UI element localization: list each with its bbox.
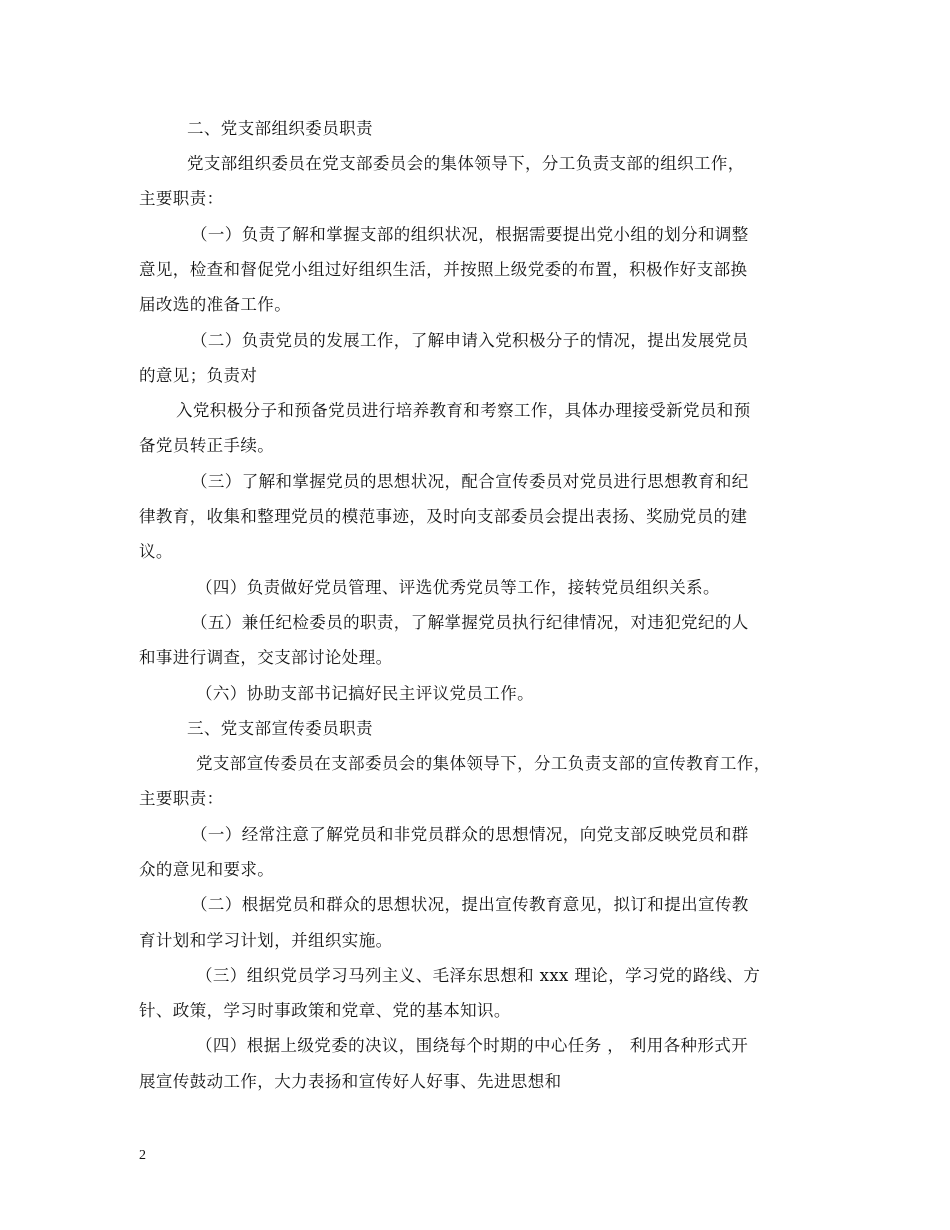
- section-heading: 三、党支部宣传委员职责: [187, 719, 373, 738]
- paragraph-line: 党支部组织委员在党支部委员会的集体领导下，分工负责支部的组织工作，: [187, 154, 745, 173]
- paragraph-line: 展宣传鼓动工作，大力表扬和宣传好人好事、先进思想和: [139, 1072, 562, 1091]
- paragraph-line: （二）根据党员和群众的思想状况，提出宣传教育意见，拟订和提出宣传教: [191, 895, 749, 914]
- paragraph-line: 众的意见和要求。: [139, 860, 275, 879]
- paragraph-line: （一）负责了解和掌握支部的组织状况，根据需要提出党小组的划分和调整: [191, 225, 749, 244]
- paragraph-line: （四）负责做好党员管理、评选优秀党员等工作，接转党员组织关系。: [196, 578, 720, 597]
- paragraph-line: 针、政策，学习时事政策和党章、党的基本知识。: [139, 1001, 511, 1020]
- paragraph-line: 和事进行调查，交支部讨论处理。: [139, 648, 393, 667]
- paragraph-line: 主要职责：: [139, 789, 224, 808]
- paragraph-line: 届改选的准备工作。: [139, 295, 292, 314]
- paragraph-line: （六）协助支部书记搞好民主评议党员工作。: [196, 684, 534, 703]
- paragraph-line: （二）负责党员的发展工作，了解申请入党积极分子的情况，提出发展党员: [191, 331, 749, 350]
- paragraph-line: （四）根据上级党委的决议，围绕每个时期的中心任务 ， 利用各种形式开: [196, 1036, 749, 1055]
- paragraph-line: 律教育，收集和整理党员的模范事迹，及时向支部委员会提出表扬、奖励党员的建: [139, 507, 748, 526]
- paragraph-line: 的意见；负责对: [139, 366, 258, 385]
- paragraph-line: 议。: [139, 542, 173, 561]
- paragraph-line: （一）经常注意了解党员和非党员群众的思想情况，向党支部反映党员和群: [191, 825, 749, 844]
- paragraph-line: 入党积极分子和预备党员进行培养教育和考察工作，具体办理接受新党员和预: [176, 401, 751, 420]
- section-heading: 二、党支部组织委员职责: [187, 119, 373, 138]
- paragraph-line: （三）了解和掌握党员的思想状况，配合宣传委员对党员进行思想教育和纪: [191, 472, 749, 491]
- paragraph-line: 党支部宣传委员在支部委员会的集体领导下，分工负责支部的宣传教育工作，: [196, 754, 771, 773]
- paragraph-line: 育计划和学习计划，并组织实施。: [139, 931, 393, 950]
- paragraph-line: （三）组织党员学习马列主义、毛泽东思想和 xxx 理论，学习党的路线、方: [196, 966, 761, 985]
- paragraph-line: （五）兼任纪检委员的职责，了解掌握党员执行纪律情况，对违犯党纪的人: [191, 613, 749, 632]
- paragraph-line: 备党员转正手续。: [139, 436, 275, 455]
- paragraph-line: 意见，检查和督促党小组过好组织生活，并按照上级党委的布置，积极作好支部换: [139, 260, 748, 279]
- paragraph-line: 主要职责：: [139, 189, 224, 208]
- page-number: 2: [139, 1148, 146, 1163]
